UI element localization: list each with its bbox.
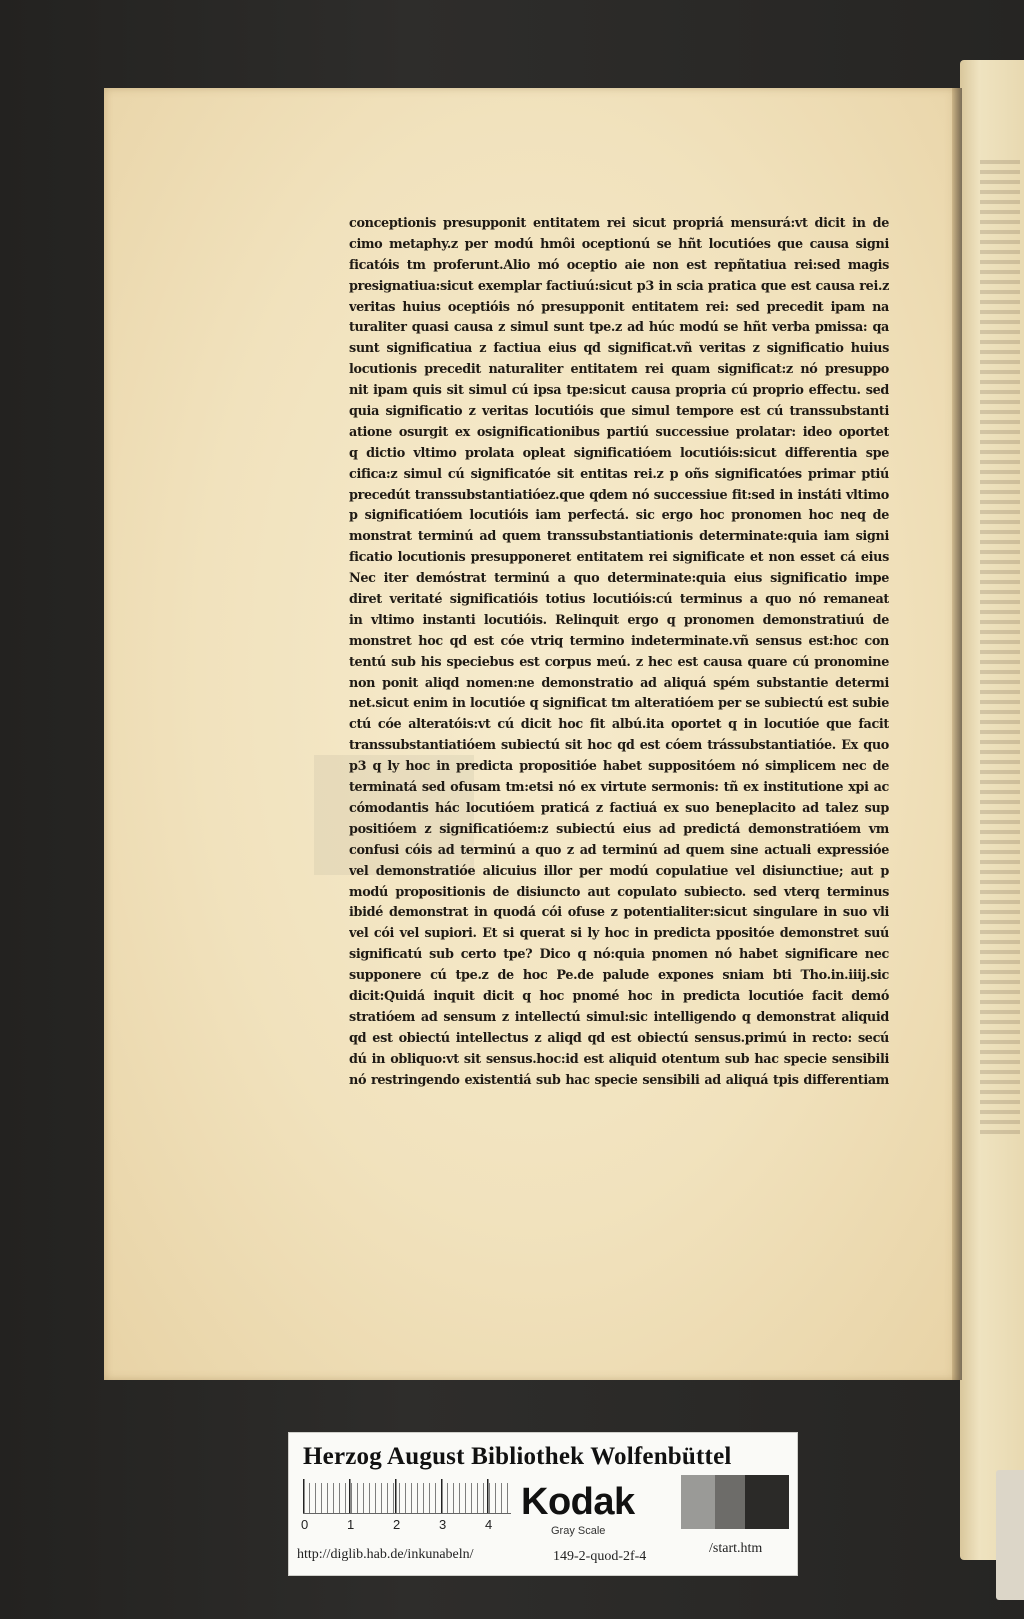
text-line: net.sicut enim in locutióe q significat tm alteratióem per se subiectú est subie <box>349 696 889 712</box>
text-line: ctú cóe alteratóis:vt cú dicit hoc fit albú.ita oportet q in locutióe que facit <box>349 717 889 733</box>
text-line: turaliter quasi causa z simul sunt tpe.z ad húc modú se hñt verba pmissa: qa <box>349 320 889 336</box>
ruler-number: 4 <box>485 1517 493 1532</box>
text-line: ficatóis tm proferunt.Alio mó oceptio aie non est repñtatiua rei:sed magis <box>349 257 889 273</box>
text-line: locutionis precedit naturaliter entitatem rei quam significat:z nó presuppo <box>349 362 889 378</box>
text-line: supponere cú tpe.z de hoc Pe.de palude expones sniam bti Tho.in.iiij.sic <box>349 968 889 984</box>
text-line: monstret hoc qd est cóe vtriq termino indeterminate.vñ sensus est:hoc con <box>349 633 889 649</box>
text-line: sunt significatiua z factiua eius qd significat.vñ veritas z significatio huius <box>349 341 889 357</box>
text-line: transsubstantiatióem subiectú sit hoc qd est cóem trássubstantiatióe. Ex quo <box>349 738 889 754</box>
text-line: vel cói vel supiori. Et si querat si ly hoc in predicta ppositóe demonstret suú <box>349 926 889 942</box>
text-line: p3 q ly hoc in predicta propositióe habet suppositóem nó simplicem nec de <box>349 759 889 775</box>
text-line: dicit:Quidá inquit dicit q hoc pnomé hoc in predicta locutióe facit demó <box>349 988 889 1004</box>
ruler-numbers <box>301 1517 515 1533</box>
text-line: dú in obliquo:vt sit sensus.hoc:id est aliquid otentum sub hac specie sensibili <box>349 1051 889 1067</box>
kodak-logo: Kodak <box>521 1481 635 1523</box>
text-line: non ponit aliqd nomen:ne demonstratio ad aliquá spém substantie determi <box>349 675 889 691</box>
ruler-number: 1 <box>347 1517 355 1532</box>
text-line: cómodantis hác locutióem praticá z factiuá ex suo beneplacito ad talez sup <box>349 800 889 816</box>
text-line: p significatióem locutióis iam perfectá. sic ergo hoc pronomen hoc neq de <box>349 508 889 524</box>
library-label-card <box>288 1432 798 1576</box>
text-line: quia significatio z veritas locutióis que simul tempore est cú transsubstanti <box>349 404 889 420</box>
text-line: terminatá sed ofusam tm:etsi nó ex virtute sermonis: tñ ex institutione xpi ac <box>349 780 889 796</box>
text-line: in vltimo instanti locutióis. Relinquit ergo q pronomen demonstratiuú de <box>349 612 889 628</box>
text-line: modú propositionis de disiuncto aut copulato subiecto. sed vterq terminus <box>349 884 889 900</box>
facing-volume-tab <box>996 1470 1024 1600</box>
text-line: atione osurgit ex osignificationibus partiú successiue prolatar: ideo oportet <box>349 424 889 440</box>
gray-swatch-dark <box>745 1475 789 1529</box>
text-line: nit ipam quis sit simul cú ipsa tpe:sicut causa propria cú proprio effectu. sed <box>349 383 889 399</box>
ruler-major-ticks <box>303 1479 511 1513</box>
library-name: Herzog August Bibliothek Wolfenbüttel <box>303 1443 732 1470</box>
page-gutter-shadow <box>952 88 962 1380</box>
text-line: q dictio vltimo prolata opleat significatióem locutióis:sicut differentia spe <box>349 445 889 461</box>
ruler-number: 0 <box>301 1517 309 1532</box>
url-end-text: /start.htm <box>709 1541 763 1556</box>
ruler-number: 3 <box>439 1517 447 1532</box>
text-line: tentú sub his speciebus est corpus meú. z hec est causa quare cú pronomine <box>349 654 889 670</box>
text-line: presignatiua:sicut exemplar factiuú:sicut p3 in scia pratica que est causa rei.z <box>349 278 889 294</box>
text-line: conceptionis presupponit entitatem rei sicut propriá mensurá:vt dicit in de <box>349 216 889 231</box>
printed-text-block <box>349 214 889 1091</box>
text-line: veritas huius oceptióis nó presupponit entitatem rei: sed precedit ipam na <box>349 299 889 315</box>
text-line: vel demonstratióe alicuius illor per modú copulatiue vel disiunctiue; aut p <box>349 863 889 879</box>
text-line: ibidé demonstrat in quodá cói ofuse z potentialiter:sicut singulare in suo vli <box>349 905 889 921</box>
grayscale-caption: Gray Scale <box>551 1525 606 1537</box>
url-base-text: http://diglib.hab.de/inkunabeln/ <box>297 1547 474 1562</box>
text-line: ficatio locutionis presupponeret entitatem rei significate et non esset cá eius <box>349 550 889 566</box>
text-line: Nec iter demóstrat terminú a quo determinate:quia eius significatio impe <box>349 571 889 587</box>
text-line: diret veritaté significatióis totius locutióis:cú terminus a quo nó remaneat <box>349 592 889 608</box>
text-line: confusi cóis ad terminú a quo z ad terminú ad quem sine actuali expressióe <box>349 842 889 858</box>
text-line: significatú sub certo tpe? Dico q nó:quia pnomen nó habet significare nec <box>349 947 889 963</box>
text-line: qd est obiectú intellectus z aliqd qd est obiectú sensus.primú in recto: secú <box>349 1030 889 1046</box>
text-line: cifica:z simul cú significatóe sit entitas rei.z p oñs significatóes primar ptiú <box>349 466 889 482</box>
ruler-number: 2 <box>393 1517 401 1532</box>
text-line: monstrat terminú ad quem transsubstantiationis determinate:quia iam signi <box>349 529 889 545</box>
text-line: positióem z significatióem:z subiectú eius ad predictá demonstratióem vm <box>349 821 889 837</box>
text-line: nó restringendo existentiá sub hac specie sensibili ad aliquá tpis differentiam <box>349 1072 889 1088</box>
url-id-text: 149-2-quod-2f-4 <box>553 1549 647 1564</box>
text-line: stratióem ad sensum z intellectú simul:sic intelligendo q demonstrat aliquid <box>349 1009 889 1025</box>
facing-page-text <box>980 160 1020 1140</box>
text-line: precedút transsubstantiatióez.que qdem nó successiue fit:sed in instáti vltimo <box>349 487 889 503</box>
text-line: cimo metaphy.z per modú hmôi oceptionú se hñt locutióes que causa signi <box>349 236 889 252</box>
